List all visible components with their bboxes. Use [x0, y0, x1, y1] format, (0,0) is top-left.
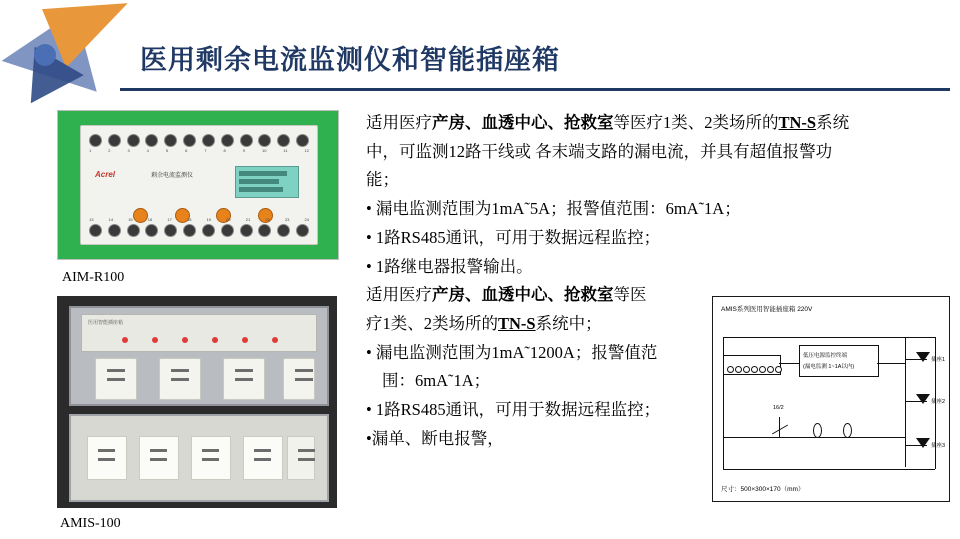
- device-lcd-screen: [235, 166, 299, 198]
- text-run-bold: 产房、血透中心、抢救室: [432, 285, 614, 305]
- product-image-amis-100: [57, 296, 337, 508]
- terminal-label: 21: [245, 217, 251, 222]
- terminal-screw: [296, 224, 309, 237]
- diagram-controller-label-1: 低压电源监控终端: [803, 353, 848, 359]
- slide-header: [0, 0, 960, 96]
- power-socket: [223, 358, 265, 400]
- terminal-label: 14: [108, 217, 114, 222]
- diagram-load-label: 插座1: [931, 357, 946, 363]
- terminal-screw: [89, 134, 102, 147]
- status-led: [242, 337, 248, 343]
- text-run: 疗1类、2类场所的: [366, 314, 498, 334]
- terminal-label: 6: [185, 148, 188, 153]
- status-led: [272, 337, 278, 343]
- terminal-screw: [127, 134, 140, 147]
- terminal-label: 23: [284, 217, 290, 222]
- text-run-bold-underline: TN-S: [498, 314, 536, 334]
- device-model-text: 剩余电流监测仪: [151, 173, 194, 179]
- power-socket: [243, 436, 283, 480]
- terminal-screw: [240, 224, 253, 237]
- power-socket: [139, 436, 179, 480]
- terminal-label: 17: [167, 217, 172, 222]
- power-socket: [95, 358, 137, 400]
- bullet-item: • 1路RS485通讯，可用于数据远程监控；: [366, 397, 946, 424]
- terminal-label: 24: [304, 217, 309, 222]
- terminal-screw: [183, 224, 196, 237]
- terminal-screw: [296, 134, 309, 147]
- diagram-load-symbol: [916, 352, 930, 362]
- terminal-label: 1: [89, 148, 92, 153]
- terminal-label: 5: [165, 148, 169, 153]
- terminal-label: 11: [283, 148, 288, 153]
- diagram-controller-label-2: (漏电监测 1~1A以内): [803, 364, 855, 370]
- diagram-supply-line: [723, 437, 905, 438]
- text-run: 等医: [613, 285, 647, 305]
- diagram-breaker-label: 16/2: [773, 405, 784, 411]
- socket-box-lower: [69, 414, 329, 502]
- terminal-screw: [164, 224, 177, 237]
- text-run: 等医疗1类、2类场所的: [613, 113, 779, 132]
- lcd-line: [239, 179, 279, 184]
- diagram-breaker-lead: [779, 417, 780, 437]
- caption-aim-r100: AIM-R100: [62, 270, 125, 285]
- terminal-screw: [145, 224, 158, 237]
- bullet-item: • 漏电监测范围为1mA˜1200A；报警值范: [366, 340, 946, 367]
- bullet-item-cont: 围：6mA˜1A；: [382, 371, 491, 391]
- product-image-aim-r100: [57, 110, 339, 260]
- lcd-line: [239, 187, 283, 192]
- paragraph-line-2: 中，可监测12路干线或 各末端支路的漏电流，并具有超值报警功: [366, 141, 833, 161]
- diagram-controller-box: [799, 345, 879, 377]
- terminal-label: 8: [223, 148, 226, 153]
- diagram-breaker-symbol: [772, 425, 788, 435]
- bullet-item: • 1路继电器报警输出。: [366, 254, 946, 281]
- diagram-ct-symbol: [843, 423, 852, 438]
- diagram-load-label: 插座2: [931, 399, 946, 405]
- terminal-screw: [277, 224, 290, 237]
- socket-box-controller: [81, 314, 317, 352]
- diagram-title: AMIS系列医用智能插座箱 220V: [721, 306, 813, 313]
- status-led: [182, 337, 188, 343]
- diagram-load-symbol: [916, 438, 930, 448]
- terminal-screw: [258, 224, 271, 237]
- power-socket: [283, 358, 315, 400]
- paragraph-line-1: [366, 110, 946, 137]
- diagram-ct-symbol: [813, 423, 822, 438]
- device-front-panel: [80, 125, 318, 245]
- terminal-labels-top: [89, 148, 309, 153]
- terminal-label: 13: [89, 217, 94, 222]
- terminal-label: 15: [128, 217, 133, 222]
- text-run: 适用医疗: [366, 113, 432, 132]
- terminal-label: 18: [186, 217, 192, 222]
- text-run-bold: 产房、血透中心、抢救室: [432, 113, 614, 132]
- terminal-screw: [127, 224, 140, 237]
- socket-box-upper: [69, 306, 329, 406]
- status-led: [152, 337, 158, 343]
- diagram-frame-left: [723, 337, 724, 469]
- paragraph2-last: •漏单、断电报警，: [366, 428, 504, 448]
- terminal-label: 9: [242, 148, 245, 153]
- text-run: 系统中；: [535, 314, 602, 334]
- terminal-label: 10: [261, 148, 267, 153]
- terminal-screw: [240, 134, 253, 147]
- diagram-frame-bottom: [723, 469, 935, 470]
- power-socket: [87, 436, 127, 480]
- power-socket: [191, 436, 231, 480]
- text-run: 适用医疗: [366, 285, 432, 305]
- diagram-size-label: 尺寸：500×300×170（mm）: [721, 486, 805, 493]
- terminal-screw: [108, 134, 121, 147]
- status-led: [122, 337, 128, 343]
- page-title: 医用剩余电流监测仪和智能插座箱: [140, 45, 560, 75]
- terminal-label: 12: [304, 148, 309, 153]
- power-socket: [159, 358, 201, 400]
- text-run: 系统: [816, 113, 850, 132]
- bullet-item: • 1路RS485通讯，可用于数据远程监控；: [366, 225, 946, 252]
- terminal-row-bottom: [89, 222, 309, 238]
- text-run-bold-underline: TN-S: [778, 113, 817, 132]
- power-socket-small: [287, 436, 315, 480]
- terminal-screw: [202, 134, 215, 147]
- terminal-screw: [202, 224, 215, 237]
- terminal-screw: [221, 224, 234, 237]
- terminal-screw: [164, 134, 177, 147]
- diagram-load-label: 插座3: [931, 443, 946, 449]
- terminal-screw: [258, 134, 271, 147]
- wiring-diagram: [712, 296, 950, 502]
- terminal-label: 7: [204, 148, 207, 153]
- terminal-label: 19: [206, 217, 212, 222]
- diagram-wire: [877, 363, 905, 364]
- terminal-screw: [221, 134, 234, 147]
- terminal-label: 20: [226, 217, 231, 222]
- terminal-label: 22: [265, 217, 270, 222]
- brand-logo-text: Acrel: [95, 170, 116, 179]
- lcd-line: [239, 171, 287, 176]
- terminal-label: 16: [147, 217, 153, 222]
- status-led: [212, 337, 218, 343]
- diagram-wire: [779, 363, 799, 364]
- terminal-screw: [89, 224, 102, 237]
- terminal-screw: [145, 134, 158, 147]
- caption-amis-100: AMIS-100: [60, 516, 121, 531]
- paragraph-line-3: 能；: [366, 170, 399, 190]
- diagram-terminal-dots: [727, 360, 783, 378]
- terminal-label: 2: [108, 148, 111, 153]
- terminal-label: 3: [127, 148, 130, 153]
- terminal-row-top: [89, 132, 309, 148]
- diagram-bus-vertical: [905, 337, 906, 467]
- terminal-label: 4: [146, 148, 149, 153]
- terminal-screw: [183, 134, 196, 147]
- header-divider: [120, 88, 950, 91]
- diagram-load-symbol: [916, 394, 930, 404]
- controller-label: 医用智能插座箱: [88, 320, 124, 326]
- logo-dot-icon: [34, 44, 56, 66]
- diagram-frame-top: [723, 337, 935, 338]
- terminal-screw: [108, 224, 121, 237]
- bullet-item: • 漏电监测范围为1mA˜5A；报警值范围：6mA˜1A；: [366, 196, 946, 223]
- terminal-screw: [277, 134, 290, 147]
